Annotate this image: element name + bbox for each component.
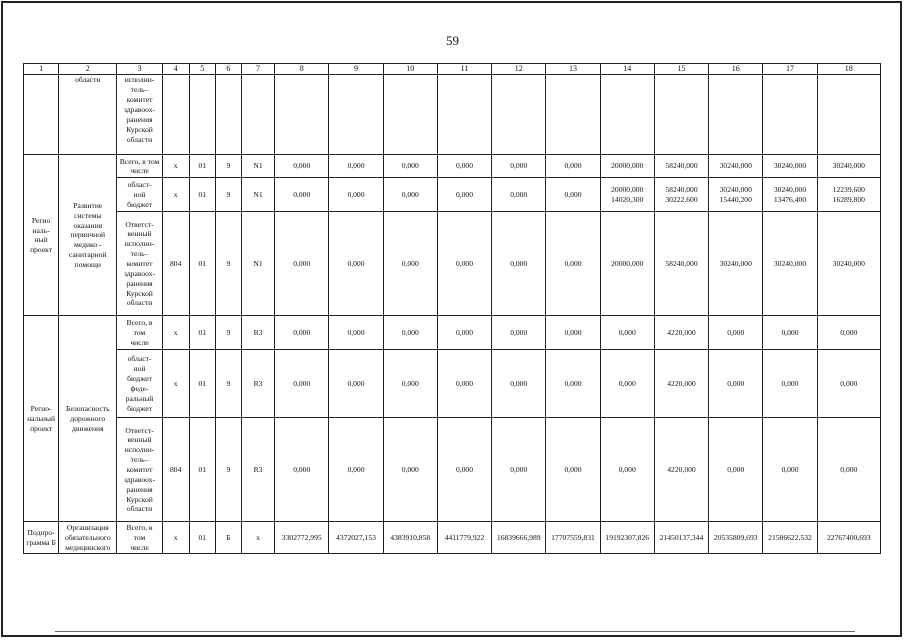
table-cell: x	[162, 155, 189, 178]
column-header: 5	[189, 64, 215, 75]
value-cell: 0,000	[600, 350, 654, 418]
table-cell	[600, 75, 654, 155]
table-row	[24, 155, 881, 178]
value-cell: 0,000	[437, 178, 491, 212]
table-cell: 01	[189, 212, 215, 316]
row-group-name: Безопасность дорожного движения	[59, 316, 117, 522]
value-cell: 0,000	[329, 418, 383, 522]
row-group-type: Регио- нальный проект	[24, 316, 59, 522]
row-source-label: Всего, в том числе	[117, 155, 162, 178]
value-cell: 0,000	[383, 418, 437, 522]
table-header-row	[24, 64, 881, 75]
value-cell: 30240,000	[763, 155, 817, 178]
value-cell: 0,000	[383, 316, 437, 350]
value-cell: 58240,000	[654, 212, 708, 316]
value-cell: 0,000	[437, 155, 491, 178]
table-cell	[24, 75, 59, 155]
value-cell: 0,000	[492, 212, 546, 316]
table-cell: 01	[189, 178, 215, 212]
column-header: 8	[275, 64, 329, 75]
value-cell: 0,000	[546, 316, 600, 350]
value-cell: 0,000	[492, 418, 546, 522]
value-cell: 0,000	[600, 316, 654, 350]
table-cell	[189, 75, 215, 155]
row-source-label: Всего, в том числе	[117, 522, 162, 554]
value-cell: 22767400,693	[817, 522, 880, 554]
value-cell: 58240,000	[654, 155, 708, 178]
table-cell: R3	[241, 418, 274, 522]
value-cell: 30240,000 13476,400	[763, 178, 817, 212]
row-group-type: Подпро- грамма Б	[24, 522, 59, 554]
column-header: 11	[437, 64, 491, 75]
value-cell: 0,000	[437, 316, 491, 350]
table-cell: 804	[162, 418, 189, 522]
table-cell: 9	[215, 178, 241, 212]
column-header: 3	[117, 64, 162, 75]
value-cell: 20535809,693	[709, 522, 763, 554]
table-cell: 9	[215, 350, 241, 418]
column-header: 12	[492, 64, 546, 75]
table-cell: N1	[241, 155, 274, 178]
value-cell: 0,000	[709, 350, 763, 418]
row-source-label: Ответст- венный исполни- тель– комитет здравоох- ранения Курской области	[117, 418, 162, 522]
value-cell: 4372027,153	[329, 522, 383, 554]
column-header: 17	[763, 64, 817, 75]
column-header: 1	[24, 64, 59, 75]
value-cell: 0,000	[492, 350, 546, 418]
row-group-type: Регио наль- ный проект	[24, 155, 59, 316]
table-cell	[437, 75, 491, 155]
table-cell	[383, 75, 437, 155]
table-row	[24, 418, 881, 522]
table-row	[24, 212, 881, 316]
table-cell: 01	[189, 155, 215, 178]
table-cell: 01	[189, 350, 215, 418]
value-cell: 0,000	[709, 316, 763, 350]
page-number: 59	[446, 33, 459, 48]
value-cell: 20000,000	[600, 212, 654, 316]
table-cell: Б	[215, 522, 241, 554]
value-cell: 0,000	[763, 350, 817, 418]
value-cell: 0,000	[329, 212, 383, 316]
value-cell: 0,000	[817, 316, 880, 350]
column-header: 6	[215, 64, 241, 75]
value-cell: 0,000	[817, 350, 880, 418]
value-cell: 58240,000 30222,600	[654, 178, 708, 212]
column-header: 4	[162, 64, 189, 75]
value-cell: 0,000	[546, 155, 600, 178]
value-cell: 0,000	[709, 418, 763, 522]
table-cell: N1	[241, 212, 274, 316]
column-header: 13	[546, 64, 600, 75]
column-header: 2	[59, 64, 117, 75]
value-cell: 4220,000	[654, 316, 708, 350]
table-cell	[546, 75, 600, 155]
value-cell: 0,000	[546, 178, 600, 212]
value-cell: 0,000	[437, 350, 491, 418]
table-cell: R3	[241, 350, 274, 418]
table-cell: N1	[241, 178, 274, 212]
table-cell: 9	[215, 155, 241, 178]
value-cell: 30240,000	[763, 212, 817, 316]
table-cell	[654, 75, 708, 155]
table-cell	[241, 75, 274, 155]
value-cell: 0,000	[546, 212, 600, 316]
table-cell	[162, 75, 189, 155]
table-cell: x	[162, 178, 189, 212]
value-cell: 4411779,922	[437, 522, 491, 554]
column-header: 9	[329, 64, 383, 75]
value-cell: 0,000	[546, 418, 600, 522]
value-cell: 19192307,826	[600, 522, 654, 554]
value-cell: 30240,000	[709, 212, 763, 316]
table-cell: области	[59, 75, 117, 155]
table-cell: R3	[241, 316, 274, 350]
column-header: 18	[817, 64, 880, 75]
row-group-name: Организация обязательного медицинского	[59, 522, 117, 554]
value-cell: 0,000	[329, 316, 383, 350]
value-cell: 17707559,831	[546, 522, 600, 554]
column-header: 16	[709, 64, 763, 75]
table-cell: исполни- тель– комитет здравоох- ранения Курской области	[117, 75, 162, 155]
row-group-name: Развитие системы оказания первичной медико - санитарной помощи	[59, 155, 117, 316]
value-cell: 0,000	[275, 212, 329, 316]
column-header: 15	[654, 64, 708, 75]
value-cell: 12239,600 16289,800	[817, 178, 880, 212]
table-cell: x	[162, 350, 189, 418]
value-cell: 0,000	[383, 350, 437, 418]
value-cell: 0,000	[383, 212, 437, 316]
value-cell: 0,000	[275, 155, 329, 178]
value-cell: 16839666,989	[492, 522, 546, 554]
value-cell: 0,000	[546, 350, 600, 418]
value-cell: 0,000	[329, 350, 383, 418]
value-cell: 0,000	[275, 350, 329, 418]
value-cell: 0,000	[600, 418, 654, 522]
table-row	[24, 316, 881, 350]
table-cell: 01	[189, 316, 215, 350]
table-cell	[763, 75, 817, 155]
value-cell: 0,000	[763, 418, 817, 522]
value-cell: 0,000	[437, 212, 491, 316]
row-source-label: Ответст- венный исполни- тель– комитет здравоох- ранения Курской области	[117, 212, 162, 316]
table-cell	[817, 75, 880, 155]
value-cell: 3302772,995	[275, 522, 329, 554]
table-cell: x	[162, 522, 189, 554]
value-cell: 0,000	[492, 316, 546, 350]
value-cell: 0,000	[763, 316, 817, 350]
table-cell	[275, 75, 329, 155]
table-row	[24, 178, 881, 212]
value-cell: 30240,000	[817, 212, 880, 316]
table-row	[24, 75, 881, 155]
value-cell: 0,000	[437, 418, 491, 522]
table-cell	[709, 75, 763, 155]
value-cell: 30240,000 15440,200	[709, 178, 763, 212]
value-cell: 0,000	[492, 155, 546, 178]
table-cell: 9	[215, 316, 241, 350]
value-cell: 21450137,344	[654, 522, 708, 554]
value-cell: 21586622,532	[763, 522, 817, 554]
value-cell: 20000,000 14020,300	[600, 178, 654, 212]
table-cell	[492, 75, 546, 155]
value-cell: 0,000	[383, 178, 437, 212]
column-header: 7	[241, 64, 274, 75]
table-cell	[329, 75, 383, 155]
row-source-label: Всего, в том числе	[117, 316, 162, 350]
table-cell: 804	[162, 212, 189, 316]
value-cell: 4220,000	[654, 418, 708, 522]
table-cell: 9	[215, 418, 241, 522]
row-source-label: област- ной бюджет	[117, 178, 162, 212]
table-cell	[215, 75, 241, 155]
value-cell: 0,000	[275, 316, 329, 350]
table-cell: x	[162, 316, 189, 350]
value-cell: 4220,000	[654, 350, 708, 418]
value-cell: 30240,000	[709, 155, 763, 178]
table-cell: x	[241, 522, 274, 554]
table-cell: 01	[189, 522, 215, 554]
value-cell: 0,000	[275, 178, 329, 212]
table-cell: 9	[215, 212, 241, 316]
column-header: 10	[383, 64, 437, 75]
bottom-rule	[55, 631, 855, 632]
table-row	[24, 522, 881, 554]
value-cell: 0,000	[383, 155, 437, 178]
table-cell: 01	[189, 418, 215, 522]
row-source-label: област- ной бюджет феде- ральный бюджет	[117, 350, 162, 418]
value-cell: 20000,000	[600, 155, 654, 178]
table-row	[24, 350, 881, 418]
value-cell: 0,000	[275, 418, 329, 522]
value-cell: 0,000	[329, 178, 383, 212]
value-cell: 30240,000	[817, 155, 880, 178]
value-cell: 0,000	[329, 155, 383, 178]
value-cell: 0,000	[817, 418, 880, 522]
value-cell: 4383910,858	[383, 522, 437, 554]
value-cell: 0,000	[492, 178, 546, 212]
budget-table	[23, 63, 881, 554]
column-header: 14	[600, 64, 654, 75]
